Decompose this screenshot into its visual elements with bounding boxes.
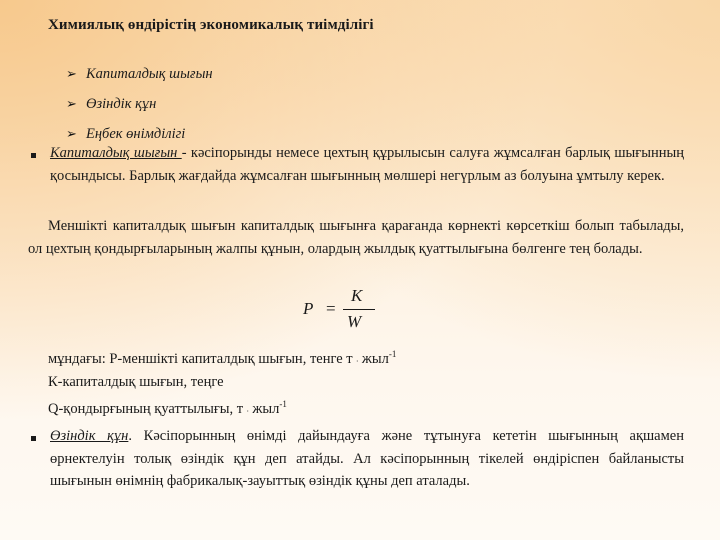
fraction-bar (343, 309, 375, 310)
capital-cost-paragraph (50, 142, 684, 187)
arrow-bullet-icon: ➢ (66, 66, 77, 81)
definition-q-dot: . (246, 404, 249, 414)
topic-label: Капиталдық шығын (86, 65, 213, 82)
cost-price-paragraph (50, 425, 684, 493)
topic-label: Еңбек өнімділігі (86, 125, 186, 142)
definition-p (48, 343, 396, 371)
definitions (48, 343, 396, 421)
topic-label: Өзіндік құн (86, 95, 157, 112)
arrow-bullet-icon: ➢ (66, 96, 77, 111)
topic-item (66, 89, 213, 119)
definition-q-exp: -1 (279, 399, 287, 410)
cost-price-text: . Кәсіпорынның өнімді дайындауға және тұтынуға кететін шығынның ақшамен өрнектелуін толық өзіндік құн деп атайды. Ал кәсіпорынның тікелей өндіріспен байланысты шығынын өнімнің фабрикалық-зауыттық өзіндік құны деп аталады. (50, 428, 684, 489)
formula-equals: = (326, 299, 336, 318)
definition-p-text: мұндағы: Р-меншікті капиталдық шығын, тенге т (48, 350, 353, 367)
capital-cost-term: Капиталдық шығын (50, 145, 182, 161)
arrow-bullet-icon: ➢ (66, 126, 77, 141)
formula-denominator: W (347, 312, 362, 331)
formula-numerator: K (351, 286, 363, 305)
topic-item (66, 59, 213, 89)
formula (303, 288, 383, 334)
definition-p-dot: . (356, 354, 359, 364)
formula-lhs: P (303, 299, 314, 318)
capital-cost-text: - кәсіпорынды немесе цехтың құрылысын салуға жұмсалған барлық шығынның қосындысы. Барлық жағдайда жұмсалған шығынның мөлшері негүрлым аз болуына ұмтылу керек. (50, 145, 684, 184)
specific-cost-paragraph: Меншікті капиталдық шығын капиталдық шығынға қарағанда көрнекті көрсеткіш болып табылады, ол цехтың қондырғыларының жалпы құнын, олардың жылдық қуаттылығына бөлгенге тең болады. (28, 218, 684, 257)
definition-p-unit: жыл (361, 350, 389, 367)
square-bullet-icon (31, 436, 36, 441)
definition-q (48, 393, 396, 421)
square-bullet-icon (31, 153, 36, 158)
definition-q-text: Q-қондырғының қуаттылығы, т (48, 401, 244, 418)
definition-p-exp: -1 (388, 349, 397, 359)
slide-title: Химиялық өндірістің экономикалық тиімділігі (48, 17, 374, 33)
topic-list (66, 59, 213, 149)
cost-price-term: Өзіндік құн (50, 428, 129, 444)
definition-k: К-капиталдық шығын, теңге (48, 373, 224, 390)
definition-q-unit: жыл (252, 401, 280, 418)
